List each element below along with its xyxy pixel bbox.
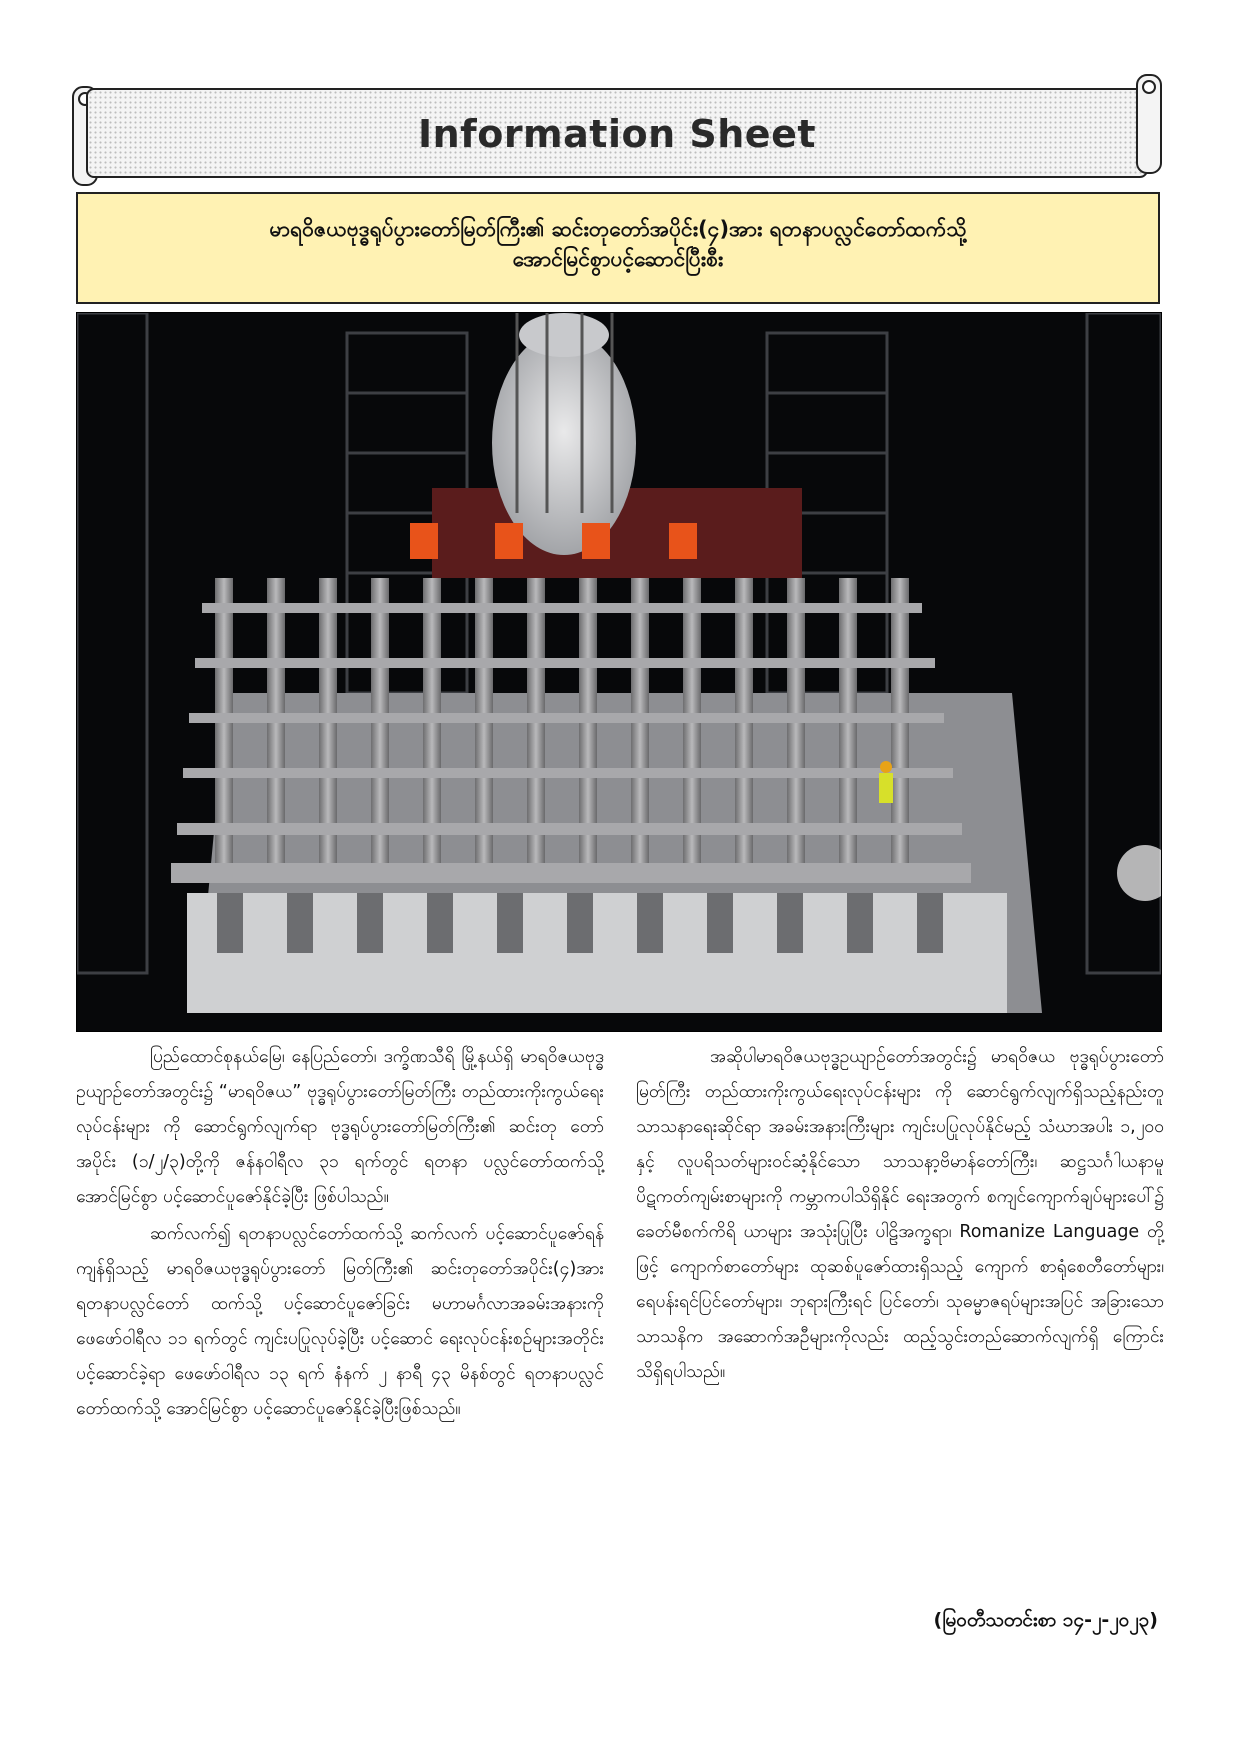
banner-title: Information Sheet [417, 112, 817, 156]
article-left-column [76, 1040, 604, 1427]
article-paragraph: အဆိုပါမာရဝိဇယဗုဒ္ဓဥယျာဉ်တော်အတွင်း၌ မာရဝိဇယ ဗုဒ္ဓရုပ်ပွားတော်မြတ်ကြီး တည်ထားကိုးကွယ်ရေးလုပ်ငန်းများ ကို ဆောင်ရွက်လျက်ရှိသည့်နည်းတူ သာသနာရေးဆိုင်ရာ အခမ်းအနားကြီးများ ကျင်းပပြုလုပ်နိုင်မည့် သံဃာအပါး ၁,၂၀၀ နှင့် လူပရိသတ်များဝင်ဆံ့နိုင်သော သာသနာ့ဗိမာန်တော်ကြီး၊ ဆဋ္ဌသင်္ဂါယနာမူ ပိဋကတ်ကျမ်းစာများကို ကမ္ဘာကပါသိရှိနိုင် ရေးအတွက် စကျင်ကျောက်ချပ်များပေါ်၌ ခေတ်မီစက်ကိရိ ယာများ အသုံးပြုပြီး ပါဠိအက္ခရာ၊ Romanize Language တို့ ဖြင့် ကျောက်စာတော်များ ထုဆစ်ပူဇော်ထားရှိသည့် ကျောက် စာရုံစေတီတော်များ၊ ရေပန်းရင်ပြင်တော်များ၊ ဘုရားကြီးရင် ပြင်တော်၊ သုဓမ္မာဇရပ်များအပြင် အခြားသောသာသနိက အဆောက်အဦများကိုလည်း ထည့်သွင်းတည်ဆောက်လျက်ရှိ ကြောင်း သိရှိရပါသည်။ [636, 1047, 1164, 1382]
article-paragraph: ဆက်လက်၍ ရတနာပလ္လင်တော်ထက်သို့ ဆက်လက် ပင့်ဆောင်ပူဇော်ရန် ကျန်ရှိသည့် မာရဝိဇယဗုဒ္ဓရုပ်ပွားတော် မြတ်ကြီး၏ ဆင်းတုတော်အပိုင်း(၄)အား ရတနာပလ္လင်တော် ထက်သို့ ပင့်ဆောင်ပူဇော်ခြင်း မဟာမင်္ဂလာအခမ်းအနားကို ဖေဖော်ဝါရီလ ၁၁ ရက်တွင် ကျင်းပပြုလုပ်ခဲ့ပြီး ပင့်ဆောင် ရေးလုပ်ငန်းစဉ်များအတိုင်း ပင့်ဆောင်ခဲ့ရာ ဖေဖော်ဝါရီလ ၁၃ ရက် နံနက် ၂ နာရီ ၄၃ မိနစ်တွင် ရတနာပလ္လင်တော်ထက်သို့ အောင်မြင်စွာ ပင့်ဆောင်ပူဇော်နိုင်ခဲ့ပြီးဖြစ်သည်။ [76, 1224, 604, 1419]
headline-line-1: မာရဝိဇယဗုဒ္ဓရုပ်ပွားတော်မြတ်ကြီး၏ ဆင်းတုတော်အပိုင်း(၄)အား ရတနာပလ္လင်တော်ထက်သို့ [269, 217, 967, 241]
information-sheet-banner [72, 86, 1162, 178]
headline-box [76, 192, 1160, 304]
article-right-column [636, 1040, 1164, 1390]
headline-line-2: အောင်မြင်စွာပင့်ဆောင်ပြီးစီး [512, 247, 724, 271]
article-paragraph: ပြည်ထောင်စုနယ်မြေ၊ နေပြည်တော်၊ ဒက္ခိဏသီရိ မြို့နယ်ရှိ မာရဝိဇယဗုဒ္ဓ ဥယျာဉ်တော်အတွင်း၌ “မာရဝိဇယ” ဗုဒ္ဓရုပ်ပွားတော်မြတ်ကြီး တည်ထားကိုးကွယ်ရေးလုပ်ငန်းများ ကို ဆောင်ရွက်လျက်ရာ ဗုဒ္ဓရုပ်ပွားတော်မြတ်ကြီး၏ ဆင်းတု တော်အပိုင်း (၁/၂/၃)တို့ကို ဇန်နဝါရီလ ၃၁ ရက်တွင် ရတနာ ပလ္လင်တော်ထက်သို့ အောင်မြင်စွာ ပင့်ဆောင်ပူဇော်နိုင်ခဲ့ပြီး ဖြစ်ပါသည်။ [76, 1047, 604, 1207]
buddha-statue-installation-photo [77, 313, 1161, 1031]
source-citation: (မြဝတီသတင်းစာ ၁၄-၂-၂၀၂၃) [933, 1609, 1158, 1631]
buddha-statue-photo [76, 312, 1162, 1032]
